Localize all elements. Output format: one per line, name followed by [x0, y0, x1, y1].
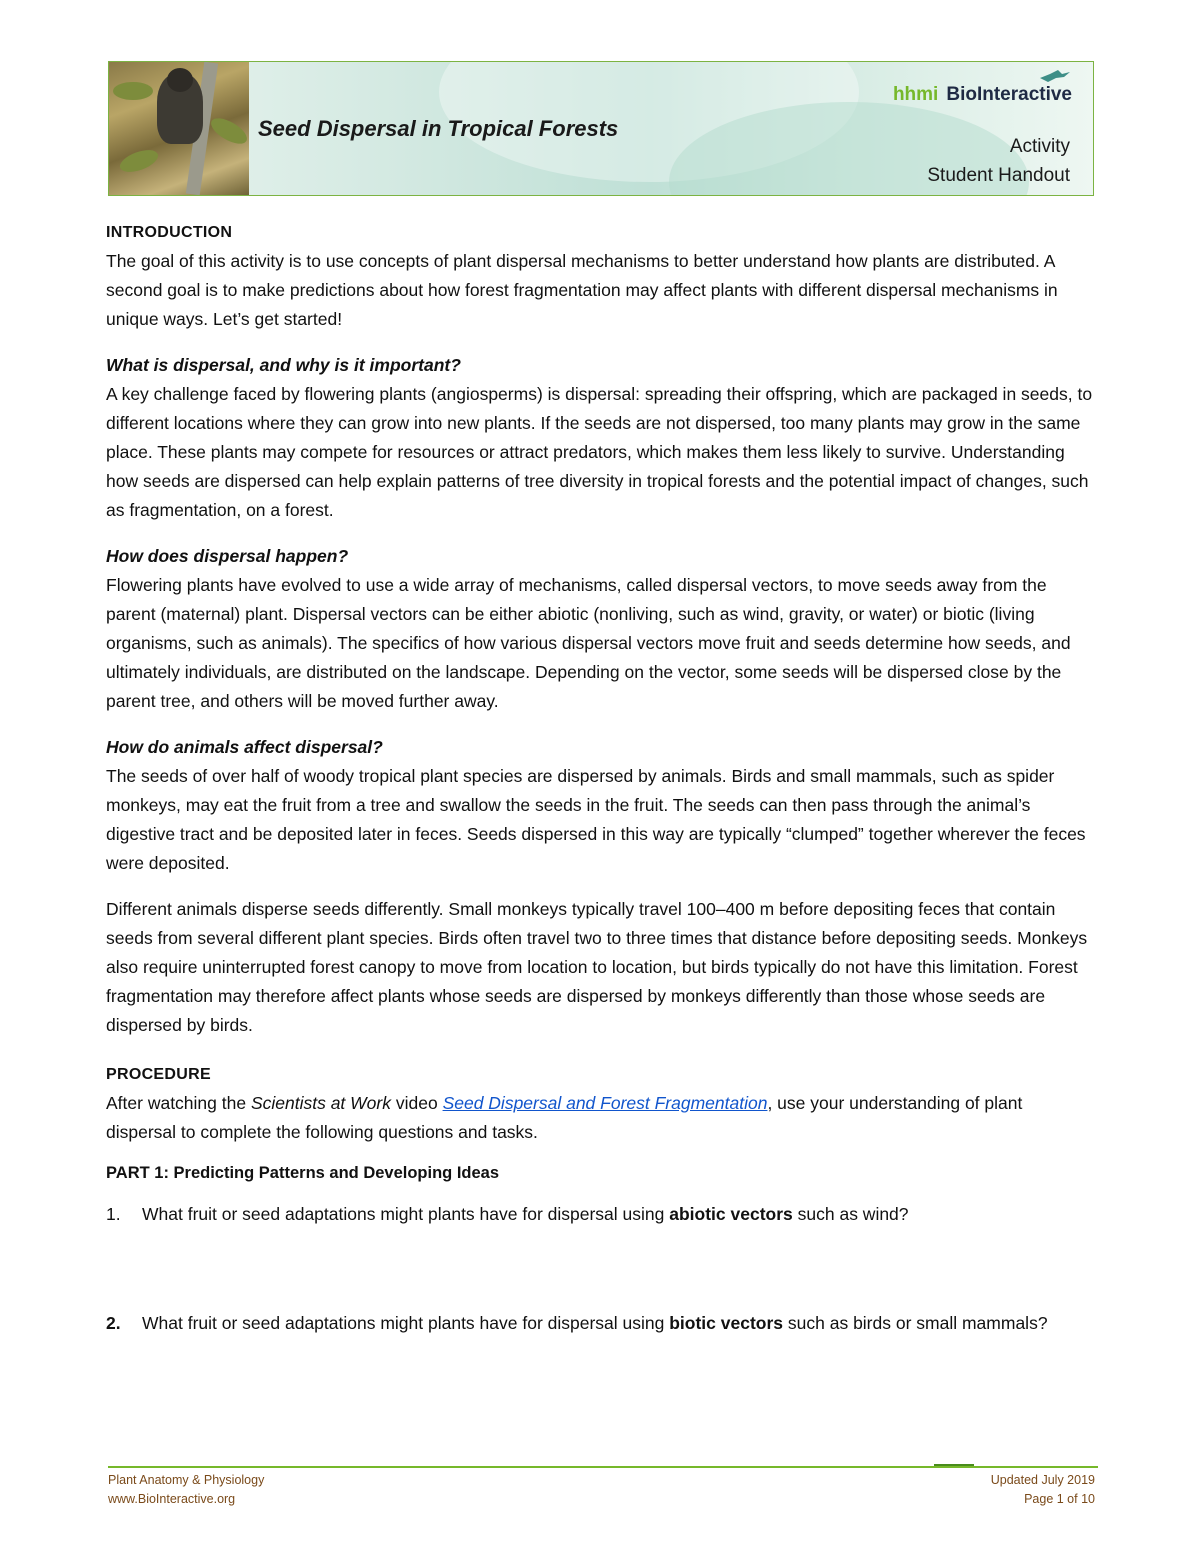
logo-hhmi: hhmi: [892, 84, 939, 105]
section-heading: How does dispersal happen?: [106, 546, 349, 566]
section-paragraph: Different animals disperse seeds differently. Small monkeys typically travel 100–400 m before depositing feces that contain seeds from several different plant species. Birds often travel two to three times that distance before depositing seeds. Monkeys also require uninterrupted forest canopy to move from location to location, but birds typically do not have this limitation. Forest fragmentation may therefore affect plants whose seeds are dispersed by monkeys differently than those whose seeds are dispersed by birds.: [106, 899, 1088, 1035]
monkey-photo: [109, 62, 249, 195]
procedure-text: , use your understanding of plant dispersal to complete the following questions and tasks.: [106, 1093, 1023, 1142]
hhmi-biointeractive-logo: [893, 84, 1072, 106]
procedure-paragraph: [106, 1089, 1096, 1147]
video-link[interactable]: Seed Dispersal and Forest Fragmentation: [442, 1093, 768, 1113]
question-keyword: biotic vectors: [669, 1313, 784, 1333]
question-text: What fruit or seed adaptations might plants have for dispersal using abiotic vectors such as wind?: [142, 1204, 909, 1224]
section-paragraph: A key challenge faced by flowering plants (angiosperms) is dispersal: spreading their offspring, which are packaged in seeds, to different locations where they can grow into new plants. If the seeds are not dispersed, too many plants may grow in the same place. These plants may compete for resources or attract predators, which makes them less likely to survive. Understanding how seeds are dispersed can help explain patterns of tree diversity in tropical forests and the potential impact of changes, such as fragmentation, on a forest.: [106, 384, 1093, 520]
question-number: 1.: [106, 1204, 121, 1224]
question-item: [106, 1200, 1096, 1229]
procedure-heading: PROCEDURE: [106, 1066, 211, 1083]
section-paragraph: The seeds of over half of woody tropical plant species are dispersed by animals. Birds and small mammals, such as spider monkeys, may eat the fruit from a tree and swallow the seeds in the fruit. The seeds can then pass through the animal’s digestive tract and be deposited later in feces. Seeds dispersed in this way are typically “clumped” together wherever the feces were deposited.: [106, 766, 1086, 873]
part1-heading: PART 1: Predicting Patterns and Developing Ideas: [106, 1164, 500, 1182]
hummingbird-logo-icon: [1038, 66, 1072, 84]
intro-heading: INTRODUCTION: [106, 224, 233, 241]
procedure-text: video: [391, 1093, 443, 1113]
question-number: 2.: [106, 1313, 121, 1333]
footer-course: Plant Anatomy & Physiology: [108, 1473, 265, 1487]
footer-page-number: Page 1 of 10: [1024, 1492, 1095, 1506]
intro-paragraph: The goal of this activity is to use concepts of plant dispersal mechanisms to better understand how plants are distributed. A second goal is to make predictions about how forest fragmentation may affect plants with different dispersal mechanisms in unique ways. Let’s get started!: [106, 251, 1058, 329]
question-keyword: abiotic vectors: [669, 1204, 793, 1224]
document-body: [106, 218, 1096, 1338]
doc-type-label: Activity: [1009, 136, 1070, 157]
audience-label: Student Handout: [927, 165, 1070, 186]
logo-brand: BioInteractive: [946, 84, 1072, 105]
question-item: [106, 1309, 1096, 1338]
page-title: Seed Dispersal in Tropical Forests: [258, 116, 619, 141]
footer-divider: [108, 1466, 1098, 1468]
footer-website-link[interactable]: www.BioInteractive.org: [108, 1492, 236, 1506]
question-text: What fruit or seed adaptations might plants have for dispersal using biotic vectors such as birds or small mammals?: [142, 1313, 1048, 1333]
procedure-text: After watching the: [106, 1093, 251, 1113]
section-heading: How do animals affect dispersal?: [106, 737, 383, 757]
video-series-name: Scientists at Work: [250, 1093, 391, 1113]
footer-divider-accent: [934, 1464, 974, 1466]
footer-updated: Updated July 2019: [990, 1473, 1095, 1487]
section-heading: What is dispersal, and why is it important?: [106, 355, 461, 375]
section-paragraph: Flowering plants have evolved to use a wide array of mechanisms, called dispersal vectors, to move seeds away from the parent (maternal) plant. Dispersal vectors can be either abiotic (nonliving, such as wind, gravity, or water) or biotic (living organisms, such as animals). The specifics of how various dispersal vectors move fruit and seeds determine how seeds, and ultimately individuals, are distributed on the landscape. Depending on the vector, some seeds will be dispersed close by the parent tree, and others will be moved further away.: [106, 575, 1071, 711]
